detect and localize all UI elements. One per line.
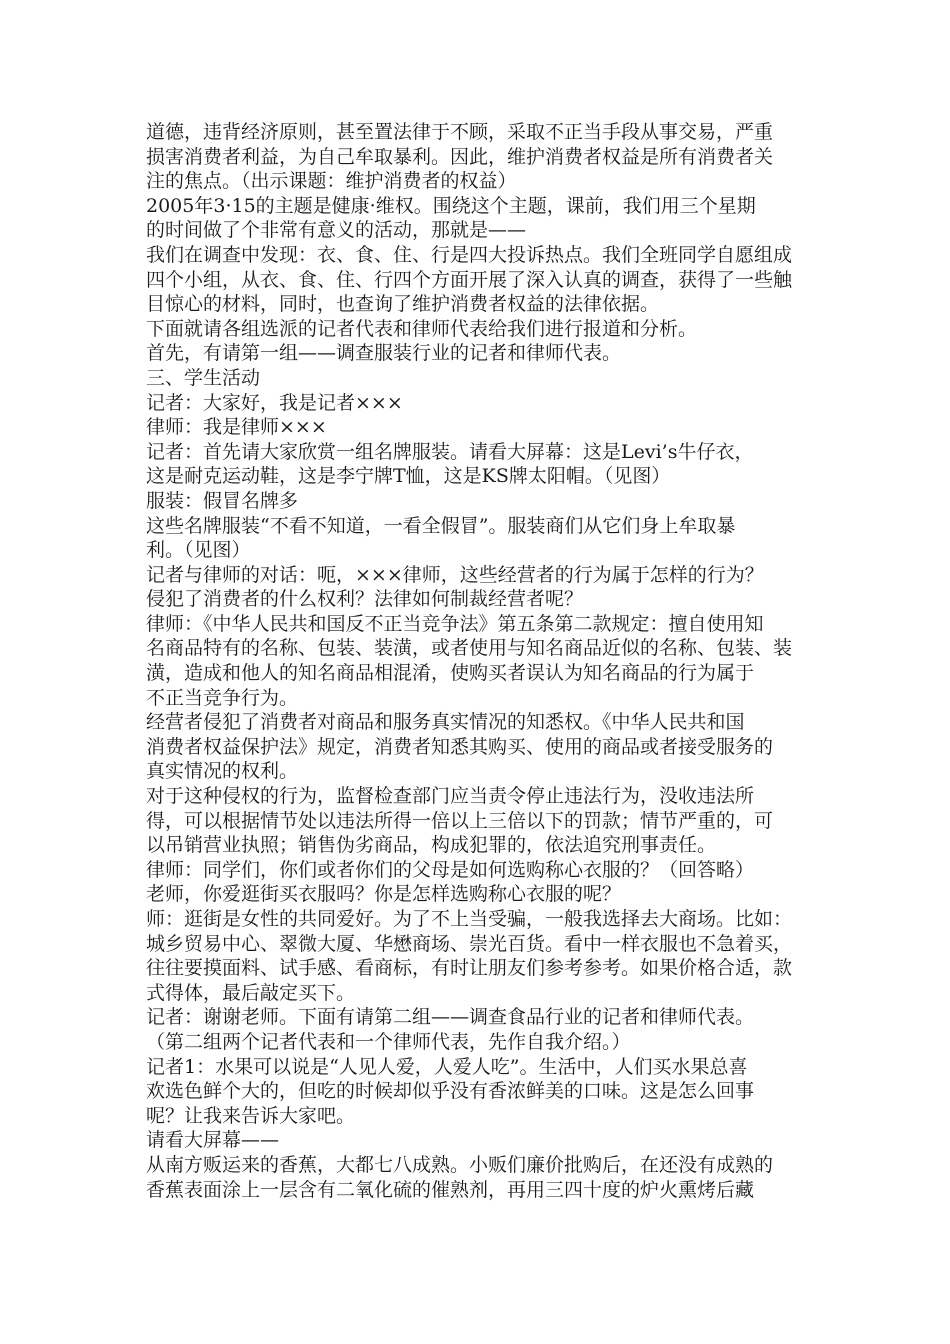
text-line: 下面就请各组选派的记者代表和律师代表给我们进行报道和分析。 xyxy=(146,317,698,340)
text-line: 首先，有请第一组——调查服装行业的记者和律师代表。 xyxy=(146,342,622,365)
text-line: 潢，造成和他人的知名商品相混淆，使购买者误认为知名商品的行为属于 xyxy=(146,662,755,685)
text-line: 记者1：水果可以说是“人见人爱，人爱人吃”。生活中，人们买水果总喜 xyxy=(146,1055,748,1078)
text-line: 请看大屏幕—— xyxy=(146,1129,280,1152)
text-line: 名商品特有的名称、包装、装潢，或者使用与知名商品近似的名称、包装、装 xyxy=(146,637,793,660)
text-line: 真实情况的权利。 xyxy=(146,760,299,783)
section-heading: 三、学生活动 xyxy=(146,366,261,389)
text-line: 消费者权益保护法》规定，消费者知悉其购买、使用的商品或者接受服务的 xyxy=(146,735,774,758)
text-line: 师：逛街是女性的共同爱好。为了不上当受骗，一般我选择去大商场。比如： xyxy=(146,908,793,930)
text-line: 这些名牌服装“不看不知道，一看全假冒”。服装商们从它们身上牟取暴 xyxy=(146,514,736,537)
text-line: 四个小组，从衣、食、住、行四个方面开展了深入认真的调查，获得了一些触 xyxy=(146,268,793,291)
text-line: 道德，违背经济原则，甚至置法律于不顾，采取不正当手段从事交易，严重 xyxy=(146,121,774,143)
text-line: 城乡贸易中心、翠微大厦、华懋商场、崇光百货。看中一样衣服也不急着买， xyxy=(146,932,793,955)
text-line: 记者：首先请大家欣赏一组名牌服装。请看大屏幕：这是Levi’s牛仔衣， xyxy=(146,440,754,463)
text-line: 呢？让我来告诉大家吧。 xyxy=(146,1104,356,1127)
text-line: 香蕉表面涂上一层含有二氧化硫的催熟剂，再用三四十度的炉火熏烤后藏 xyxy=(146,1178,755,1201)
text-line: 侵犯了消费者的什么权利？法律如何制裁经营者呢？ xyxy=(146,588,584,611)
text-line: 老师，你爱逛街买衣服吗？你是怎样选购称心衣服的呢？ xyxy=(146,883,622,906)
text-line: 服装：假冒名牌多 xyxy=(146,489,299,512)
text-line: 的时间做了个非常有意义的活动，那就是—— xyxy=(146,219,527,242)
text-line: 欢选色鲜个大的，但吃的时候却似乎没有香浓鲜美的口味。这是怎么回事 xyxy=(146,1080,755,1103)
text-line: 律师：同学们，你们或者你们的父母是如何选购称心衣服的？（回答略） xyxy=(146,858,755,881)
text-line: 律师：《中华人民共和国反不正当竞争法》第五条第二款规定：擅自使用知 xyxy=(146,612,764,635)
text-line: 记者与律师的对话：呃，×××律师，这些经营者的行为属于怎样的行为？ xyxy=(146,563,764,586)
text-line: 2005年3·15的主题是健康·维权。围绕这个主题，课前，我们用三个星期 xyxy=(146,194,756,217)
text-line: 损害消费者利益，为自己牟取暴利。因此，维护消费者权益是所有消费者关 xyxy=(146,145,774,168)
text-line: 得，可以根据情节处以违法所得一倍以上三倍以下的罚款；情节严重的，可 xyxy=(146,809,774,832)
text-line: 记者：大家好，我是记者××× xyxy=(146,391,403,414)
text-line: 以吊销营业执照；销售伪劣商品，构成犯罪的，依法追究刑事责任。 xyxy=(146,834,717,857)
text-line: 经营者侵犯了消费者对商品和服务真实情况的知悉权。《中华人民共和国 xyxy=(146,711,745,734)
text-line: 从南方贩运来的香蕉，大都七八成熟。小贩们廉价批购后，在还没有成熟的 xyxy=(146,1153,774,1176)
text-line: （第二组两个记者代表和一个律师代表，先作自我介绍。） xyxy=(146,1030,631,1053)
text-line: 利。（见图） xyxy=(146,539,251,562)
text-line: 律师：我是律师××× xyxy=(146,416,327,439)
text-line: 记者：谢谢老师。下面有请第二组——调查食品行业的记者和律师代表。 xyxy=(146,1006,755,1029)
document-page xyxy=(146,120,822,1202)
text-line: 我们在调查中发现：衣、食、住、行是四大投诉热点。我们全班同学自愿组成 xyxy=(146,243,793,266)
text-line: 这是耐克运动鞋，这是李宁牌T恤，这是KS牌太阳帽。（见图） xyxy=(146,465,671,488)
text-line: 注的焦点。（出示课题：维护消费者的权益） xyxy=(146,170,517,193)
text-line: 式得体，最后敲定买下。 xyxy=(146,981,356,1004)
text-line: 往往要摸面料、试手感、看商标，有时让朋友们参考参考。如果价格合适，款 xyxy=(146,957,793,980)
text-line: 不正当竞争行为。 xyxy=(146,686,299,709)
text-line: 对于这种侵权的行为，监督检查部门应当责令停止违法行为，没收违法所 xyxy=(146,785,755,808)
text-line: 目惊心的材料，同时，也查询了维护消费者权益的法律依据。 xyxy=(146,293,660,316)
